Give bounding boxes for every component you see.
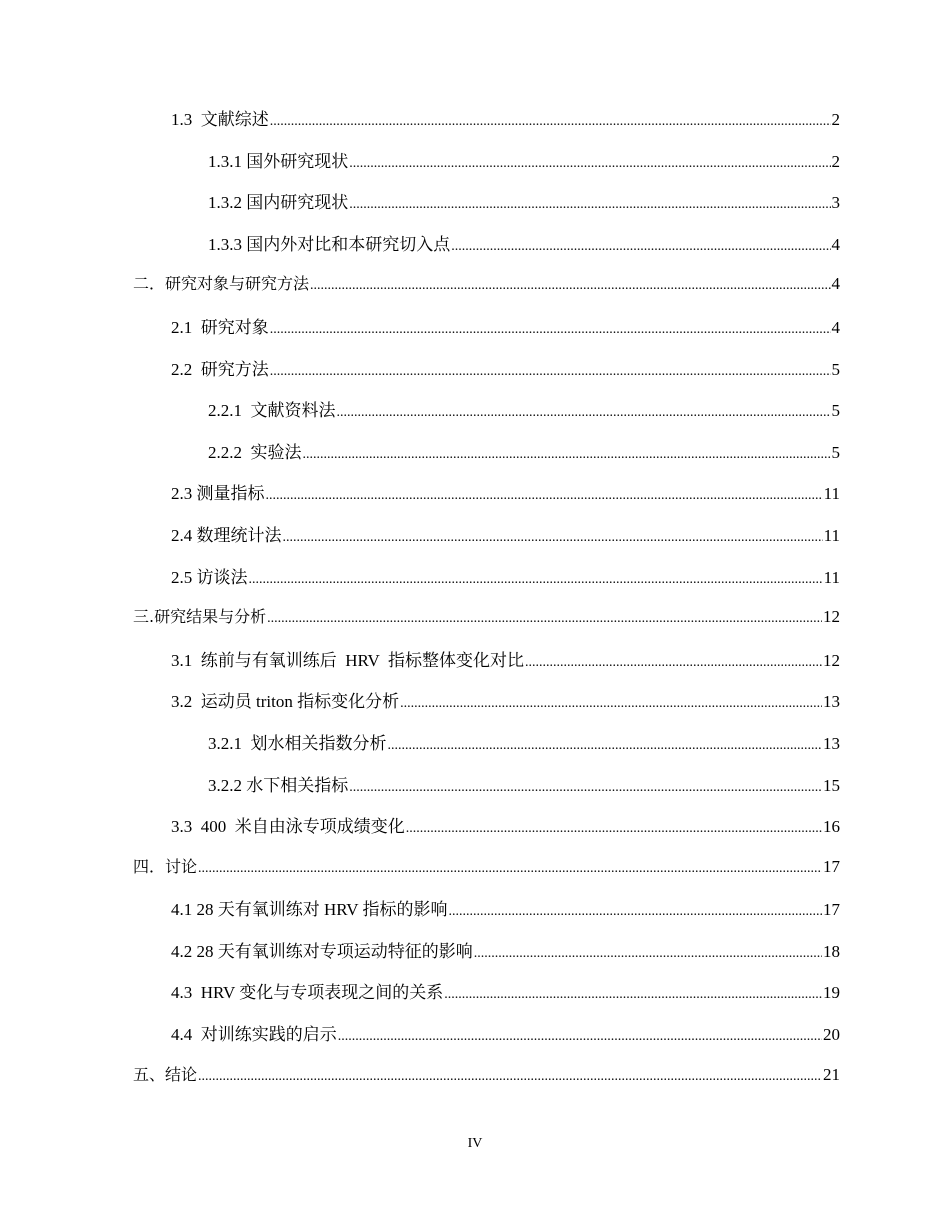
toc-entry-title: 三.研究结果与分析 — [133, 607, 267, 627]
toc-entry-title: 4.2 28 天有氧训练对专项运动特征的影响 — [171, 941, 473, 961]
toc-entry-page: 21 — [823, 1064, 840, 1084]
toc-entry-title: 3.2.2 水下相关指标 — [208, 775, 349, 795]
toc-entry-page: 20 — [823, 1025, 840, 1045]
toc-entry-page: 12 — [823, 607, 840, 627]
toc-entry-page: 2 — [831, 151, 840, 171]
toc-entry-page: 17 — [823, 900, 840, 920]
toc-entry-title: 1.3.3 国内外对比和本研究切入点 — [208, 234, 451, 254]
toc-entry-title: 1.3.1 国外研究现状 — [208, 151, 349, 171]
toc-entry-page: 12 — [823, 650, 840, 670]
toc-dot-leader — [406, 821, 822, 837]
toc-entry[interactable] — [0, 105, 950, 147]
toc-entry-page: 11 — [823, 484, 840, 504]
toc-entry[interactable] — [0, 355, 950, 397]
toc-entry-title: 4.1 28 天有氧训练对 HRV 指标的影响 — [171, 900, 448, 920]
toc-entry-title: 2.2 研究方法 — [171, 359, 269, 379]
toc-entry[interactable] — [0, 521, 950, 563]
toc-entry[interactable] — [0, 147, 950, 189]
toc-entry-page: 19 — [823, 983, 840, 1003]
toc-entry-title: 2.3 测量指标 — [171, 484, 265, 504]
toc-dot-leader — [266, 488, 823, 504]
toc-entry[interactable] — [0, 812, 950, 854]
toc-dot-leader — [283, 530, 823, 546]
toc-entry[interactable] — [0, 729, 950, 771]
toc-entry-title: 1.3.2 国内研究现状 — [208, 193, 349, 213]
toc-entry-title: 3.1 练前与有氧训练后 HRV 指标整体变化对比 — [171, 650, 524, 670]
toc-dot-leader — [303, 447, 831, 463]
toc-entry-page: 13 — [823, 733, 840, 753]
toc-entry[interactable] — [0, 230, 950, 272]
toc-entry-title: 2.1 研究对象 — [171, 317, 269, 337]
toc-entry[interactable] — [0, 854, 950, 896]
toc-entry[interactable] — [0, 771, 950, 813]
toc-entry-title: 2.2.1 文献资料法 — [208, 401, 336, 421]
toc-entry-title: 四．讨论 — [133, 856, 198, 876]
toc-dot-leader — [444, 987, 822, 1003]
toc-dot-leader — [400, 696, 822, 712]
toc-entry-page: 5 — [831, 401, 840, 421]
toc-dot-leader — [448, 904, 822, 920]
toc-entry-page: 4 — [831, 274, 840, 294]
toc-entry-title: 2.4 数理统计法 — [171, 525, 282, 545]
toc-dot-leader — [349, 780, 822, 796]
toc-entry-page: 11 — [823, 567, 840, 587]
toc-dot-leader — [198, 861, 822, 877]
toc-dot-leader — [525, 655, 822, 671]
toc-entry-page: 13 — [823, 692, 840, 712]
toc-entry[interactable] — [0, 978, 950, 1020]
toc-dot-leader — [451, 239, 830, 255]
toc-entry-page: 5 — [831, 359, 840, 379]
table-of-contents — [0, 105, 950, 1103]
toc-entry[interactable] — [0, 895, 950, 937]
toc-entry[interactable] — [0, 1062, 950, 1104]
toc-entry[interactable] — [0, 479, 950, 521]
toc-entry-page: 3 — [831, 193, 840, 213]
toc-dot-leader — [249, 572, 823, 588]
toc-dot-leader — [310, 278, 830, 294]
toc-entry-title: 五、结论 — [133, 1064, 198, 1084]
toc-dot-leader — [198, 1069, 822, 1085]
page-number: IV — [467, 1136, 483, 1151]
toc-entry-title: 1.3 文献综述 — [171, 110, 269, 129]
toc-entry-page: 11 — [823, 525, 840, 545]
toc-dot-leader — [270, 114, 831, 130]
toc-entry-title: 2.2.2 实验法 — [208, 442, 302, 462]
toc-entry[interactable] — [0, 438, 950, 480]
toc-dot-leader — [349, 197, 830, 213]
toc-dot-leader — [474, 946, 822, 962]
toc-entry-title: 3.2 运动员 triton 指标变化分析 — [171, 692, 400, 712]
toc-entry-page: 18 — [823, 941, 840, 961]
toc-entry-title: 4.3 HRV 变化与专项表现之间的关系 — [171, 983, 444, 1003]
toc-dot-leader — [349, 156, 830, 172]
toc-entry-page: 4 — [831, 317, 840, 337]
toc-entry-page: 4 — [831, 234, 840, 254]
toc-entry[interactable] — [0, 563, 950, 605]
toc-entry-title: 2.5 访谈法 — [171, 567, 248, 587]
toc-entry[interactable] — [0, 271, 950, 313]
toc-entry-title: 3.3 400 米自由泳专项成绩变化 — [171, 817, 405, 837]
toc-dot-leader — [337, 405, 831, 421]
toc-entry[interactable] — [0, 687, 950, 729]
toc-entry-title: 二．研究对象与研究方法 — [133, 274, 310, 294]
toc-entry-page: 2 — [831, 110, 840, 129]
toc-entry[interactable] — [0, 646, 950, 688]
toc-entry-page: 15 — [823, 775, 840, 795]
toc-dot-leader — [270, 364, 831, 380]
toc-entry-page: 5 — [831, 442, 840, 462]
toc-entry[interactable] — [0, 604, 950, 646]
toc-entry[interactable] — [0, 313, 950, 355]
toc-entry-title: 4.4 对训练实践的启示 — [171, 1025, 337, 1045]
toc-dot-leader — [388, 738, 823, 754]
toc-entry-page: 16 — [823, 817, 840, 837]
toc-entry[interactable] — [0, 188, 950, 230]
toc-dot-leader — [267, 611, 822, 627]
toc-entry[interactable] — [0, 396, 950, 438]
toc-entry[interactable] — [0, 937, 950, 979]
toc-entry[interactable] — [0, 1020, 950, 1062]
toc-entry-page: 17 — [823, 856, 840, 876]
toc-entry-title: 3.2.1 划水相关指数分析 — [208, 733, 387, 753]
toc-dot-leader — [338, 1029, 822, 1045]
toc-dot-leader — [270, 322, 831, 338]
